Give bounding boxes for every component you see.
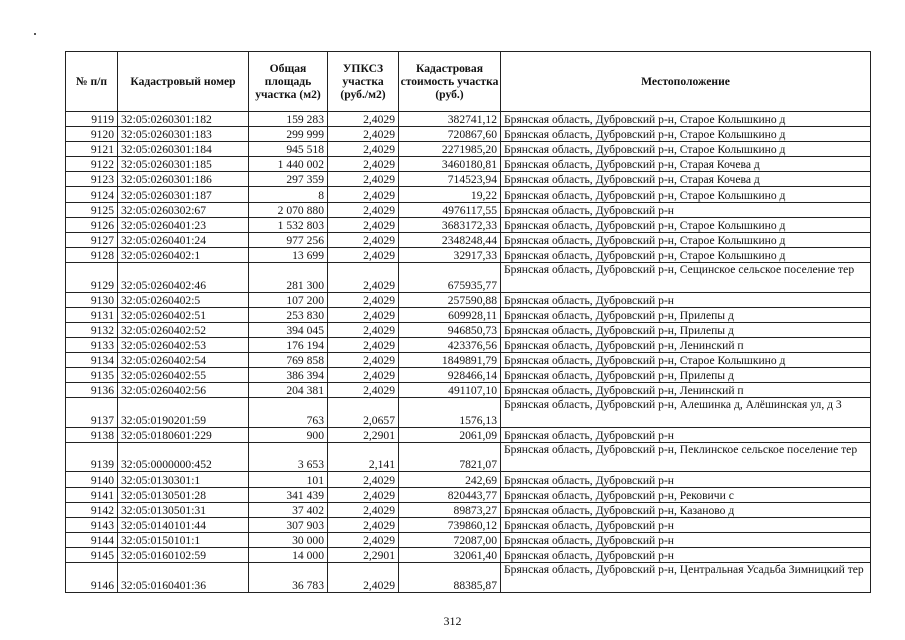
- cell-index: 9131: [66, 307, 118, 322]
- cell-cadastral-number: 32:05:0130501:28: [118, 487, 249, 502]
- cell-cadastral-value: 820443,77: [399, 487, 501, 502]
- cell-cadastral-number: 32:05:0260402:46: [118, 262, 249, 292]
- cell-area: 763: [249, 398, 328, 428]
- cell-location: Брянская область, Дубровский р-н: [501, 427, 871, 442]
- cell-cadastral-value: 88385,87: [399, 563, 501, 593]
- cell-location: Брянская область, Дубровский р-н: [501, 517, 871, 532]
- cell-area: 176 194: [249, 337, 328, 352]
- cell-index: 9127: [66, 232, 118, 247]
- table-row: [66, 547, 871, 562]
- cell-upksz: 2,141: [328, 442, 399, 472]
- cell-cadastral-value: 2348248,44: [399, 232, 501, 247]
- cell-cadastral-number: 32:05:0260301:183: [118, 127, 249, 142]
- cell-area: 977 256: [249, 232, 328, 247]
- cell-cadastral-number: 32:05:0160401:36: [118, 563, 249, 593]
- cell-location: Брянская область, Дубровский р-н, Старое Колышкино д: [501, 232, 871, 247]
- cell-index: 9142: [66, 502, 118, 517]
- table-row: [66, 337, 871, 352]
- cell-cadastral-value: 946850,73: [399, 322, 501, 337]
- table-row: [66, 398, 871, 428]
- cell-area: 281 300: [249, 262, 328, 292]
- cell-location: Брянская область, Дубровский р-н, Старое Колышкино д: [501, 112, 871, 127]
- cell-upksz: 2,4029: [328, 337, 399, 352]
- cell-index: 9128: [66, 247, 118, 262]
- cell-cadastral-number: 32:05:0000000:452: [118, 442, 249, 472]
- cell-cadastral-number: 32:05:0260401:24: [118, 232, 249, 247]
- table-row: [66, 352, 871, 367]
- cell-upksz: 2,4029: [328, 232, 399, 247]
- table-row: [66, 292, 871, 307]
- cell-area: 253 830: [249, 307, 328, 322]
- cell-cadastral-value: 242,69: [399, 472, 501, 487]
- cell-index: 9145: [66, 547, 118, 562]
- cell-location: Брянская область, Дубровский р-н, Старое Колышкино д: [501, 142, 871, 157]
- table-row: [66, 563, 871, 593]
- table-row: [66, 157, 871, 172]
- cell-cadastral-number: 32:05:0150101:1: [118, 532, 249, 547]
- cell-cadastral-value: 2061,09: [399, 427, 501, 442]
- cell-upksz: 2,0657: [328, 398, 399, 428]
- cell-location: Брянская область, Дубровский р-н, Старое Колышкино д: [501, 127, 871, 142]
- cell-cadastral-number: 32:05:0160102:59: [118, 547, 249, 562]
- cell-index: 9136: [66, 383, 118, 398]
- cell-upksz: 2,4029: [328, 202, 399, 217]
- cell-index: 9122: [66, 157, 118, 172]
- cell-upksz: 2,4029: [328, 563, 399, 593]
- cell-cadastral-value: 257590,88: [399, 292, 501, 307]
- cell-index: 9143: [66, 517, 118, 532]
- table-row: [66, 427, 871, 442]
- table-row: [66, 172, 871, 187]
- cell-area: 101: [249, 472, 328, 487]
- table-row: [66, 442, 871, 472]
- cell-upksz: 2,4029: [328, 262, 399, 292]
- table-row: [66, 112, 871, 127]
- cell-area: 159 283: [249, 112, 328, 127]
- cell-index: 9129: [66, 262, 118, 292]
- cell-cadastral-value: 739860,12: [399, 517, 501, 532]
- cell-upksz: 2,4029: [328, 187, 399, 202]
- cell-area: 341 439: [249, 487, 328, 502]
- cell-cadastral-number: 32:05:0260402:54: [118, 352, 249, 367]
- cell-location: Брянская область, Дубровский р-н, Ленинский п: [501, 383, 871, 398]
- cell-upksz: 2,4029: [328, 217, 399, 232]
- cell-area: 386 394: [249, 368, 328, 383]
- cell-location: Брянская область, Дубровский р-н, Старое Колышкино д: [501, 187, 871, 202]
- table-row: [66, 487, 871, 502]
- cell-cadastral-number: 32:05:0260402:55: [118, 368, 249, 383]
- cadastral-table: [65, 51, 871, 593]
- cell-cadastral-number: 32:05:0260402:52: [118, 322, 249, 337]
- cell-cadastral-number: 32:05:0260301:185: [118, 157, 249, 172]
- cell-index: 9132: [66, 322, 118, 337]
- cell-index: 9123: [66, 172, 118, 187]
- cell-cadastral-value: 423376,56: [399, 337, 501, 352]
- cell-upksz: 2,4029: [328, 247, 399, 262]
- cell-cadastral-number: 32:05:0130501:31: [118, 502, 249, 517]
- table-row: [66, 383, 871, 398]
- cell-index: 9138: [66, 427, 118, 442]
- cell-location: Брянская область, Дубровский р-н: [501, 547, 871, 562]
- cell-location: Брянская область, Дубровский р-н, Старая Кочева д: [501, 172, 871, 187]
- cell-cadastral-number: 32:05:0260401:23: [118, 217, 249, 232]
- cell-area: 945 518: [249, 142, 328, 157]
- cell-cadastral-value: 609928,11: [399, 307, 501, 322]
- cell-area: 1 440 002: [249, 157, 328, 172]
- header-cadastral-value: Кадастровая стоимость участка (руб.): [399, 52, 501, 112]
- page-number: 312: [443, 614, 462, 628]
- table-row: [66, 127, 871, 142]
- cell-cadastral-number: 32:05:0260402:53: [118, 337, 249, 352]
- cell-upksz: 2,4029: [328, 383, 399, 398]
- cell-area: 1 532 803: [249, 217, 328, 232]
- cell-upksz: 2,4029: [328, 472, 399, 487]
- cell-cadastral-number: 32:05:0190201:59: [118, 398, 249, 428]
- table-row: [66, 187, 871, 202]
- cell-upksz: 2,4029: [328, 142, 399, 157]
- cell-location: Брянская область, Дубровский р-н, Рековичи с: [501, 487, 871, 502]
- table-row: [66, 217, 871, 232]
- cell-cadastral-number: 32:05:0130301:1: [118, 472, 249, 487]
- cell-cadastral-value: 2271985,20: [399, 142, 501, 157]
- cell-upksz: 2,2901: [328, 427, 399, 442]
- cell-cadastral-number: 32:05:0260302:67: [118, 202, 249, 217]
- cell-index: 9121: [66, 142, 118, 157]
- cell-upksz: 2,4029: [328, 322, 399, 337]
- cell-index: 9135: [66, 368, 118, 383]
- cell-index: 9139: [66, 442, 118, 472]
- cell-upksz: 2,4029: [328, 112, 399, 127]
- cell-area: 900: [249, 427, 328, 442]
- cell-cadastral-value: 19,22: [399, 187, 501, 202]
- cell-area: 14 000: [249, 547, 328, 562]
- cell-location: Брянская область, Дубровский р-н, Сещинское сельское поселение тер: [501, 262, 871, 292]
- cell-cadastral-value: 928466,14: [399, 368, 501, 383]
- header-cadastral-number: Кадастровый номер: [118, 52, 249, 112]
- cell-location: Брянская область, Дубровский р-н, Пеклинское сельское поселение тер: [501, 442, 871, 472]
- table-row: [66, 517, 871, 532]
- cell-cadastral-number: 32:05:0260301:184: [118, 142, 249, 157]
- cell-cadastral-value: 32061,40: [399, 547, 501, 562]
- cell-cadastral-number: 32:05:0260301:187: [118, 187, 249, 202]
- cell-cadastral-value: 720867,60: [399, 127, 501, 142]
- header-location: Местоположение: [501, 52, 871, 112]
- header-area: Общая площадь участка (м2): [249, 52, 328, 112]
- cell-cadastral-value: 72087,00: [399, 532, 501, 547]
- table-row: [66, 472, 871, 487]
- header-upksz: УПКСЗ участка (руб./м2): [328, 52, 399, 112]
- cell-location: Брянская область, Дубровский р-н: [501, 292, 871, 307]
- cell-area: 30 000: [249, 532, 328, 547]
- cell-area: 13 699: [249, 247, 328, 262]
- table-row: [66, 262, 871, 292]
- cell-upksz: 2,4029: [328, 307, 399, 322]
- cell-index: 9125: [66, 202, 118, 217]
- cell-area: 307 903: [249, 517, 328, 532]
- cell-location: Брянская область, Дубровский р-н, Старая Кочева д: [501, 157, 871, 172]
- header-index: № п/п: [66, 52, 118, 112]
- cell-upksz: 2,4029: [328, 487, 399, 502]
- cell-location: Брянская область, Дубровский р-н, Центральная Усадьба Зимницкий тер: [501, 563, 871, 593]
- cell-location: Брянская область, Дубровский р-н: [501, 472, 871, 487]
- cell-index: 9119: [66, 112, 118, 127]
- cell-area: 3 653: [249, 442, 328, 472]
- cell-index: 9134: [66, 352, 118, 367]
- cell-upksz: 2,4029: [328, 127, 399, 142]
- cell-cadastral-value: 714523,94: [399, 172, 501, 187]
- table-row: [66, 247, 871, 262]
- cell-area: 297 359: [249, 172, 328, 187]
- cell-location: Брянская область, Дубровский р-н, Прилепы д: [501, 368, 871, 383]
- cell-index: 9130: [66, 292, 118, 307]
- cell-cadastral-value: 3460180,81: [399, 157, 501, 172]
- cell-area: 299 999: [249, 127, 328, 142]
- table-header-row: [66, 52, 871, 112]
- cell-location: Брянская область, Дубровский р-н, Старое Колышкино д: [501, 247, 871, 262]
- cell-index: 9120: [66, 127, 118, 142]
- table-row: [66, 502, 871, 517]
- cell-upksz: 2,4029: [328, 517, 399, 532]
- cell-cadastral-value: 89873,27: [399, 502, 501, 517]
- table-row: [66, 322, 871, 337]
- cell-location: Брянская область, Дубровский р-н, Казаново д: [501, 502, 871, 517]
- cell-cadastral-number: 32:05:0180601:229: [118, 427, 249, 442]
- table-row: [66, 368, 871, 383]
- cell-location: Брянская область, Дубровский р-н: [501, 532, 871, 547]
- cell-cadastral-value: 675935,77: [399, 262, 501, 292]
- cell-upksz: 2,4029: [328, 502, 399, 517]
- cell-location: Брянская область, Дубровский р-н, Прилепы д: [501, 307, 871, 322]
- cell-location: Брянская область, Дубровский р-н, Ленинский п: [501, 337, 871, 352]
- cell-cadastral-value: 3683172,33: [399, 217, 501, 232]
- cell-upksz: 2,4029: [328, 352, 399, 367]
- cell-area: 8: [249, 187, 328, 202]
- cell-index: 9137: [66, 398, 118, 428]
- cell-cadastral-number: 32:05:0260402:56: [118, 383, 249, 398]
- cell-cadastral-value: 1576,13: [399, 398, 501, 428]
- cell-cadastral-value: 491107,10: [399, 383, 501, 398]
- cell-cadastral-value: 7821,07: [399, 442, 501, 472]
- table-row: [66, 532, 871, 547]
- cell-area: 769 858: [249, 352, 328, 367]
- cell-upksz: 2,4029: [328, 292, 399, 307]
- cell-cadastral-number: 32:05:0260301:186: [118, 172, 249, 187]
- cell-cadastral-value: 4976117,55: [399, 202, 501, 217]
- cell-area: 394 045: [249, 322, 328, 337]
- cell-cadastral-number: 32:05:0260402:51: [118, 307, 249, 322]
- table-row: [66, 142, 871, 157]
- table-row: [66, 202, 871, 217]
- table-row: [66, 307, 871, 322]
- cell-upksz: 2,2901: [328, 547, 399, 562]
- cell-index: 9144: [66, 532, 118, 547]
- cell-index: 9146: [66, 563, 118, 593]
- cell-cadastral-value: 382741,12: [399, 112, 501, 127]
- cell-upksz: 2,4029: [328, 532, 399, 547]
- cell-area: 2 070 880: [249, 202, 328, 217]
- cell-cadastral-value: 1849891,79: [399, 352, 501, 367]
- cell-index: 9141: [66, 487, 118, 502]
- cell-upksz: 2,4029: [328, 157, 399, 172]
- cell-cadastral-value: 32917,33: [399, 247, 501, 262]
- cell-cadastral-number: 32:05:0260402:5: [118, 292, 249, 307]
- cell-index: 9124: [66, 187, 118, 202]
- cell-upksz: 2,4029: [328, 368, 399, 383]
- scan-dot: [34, 33, 36, 35]
- cell-cadastral-number: 32:05:0260402:1: [118, 247, 249, 262]
- cell-area: 204 381: [249, 383, 328, 398]
- cell-location: Брянская область, Дубровский р-н, Старое Колышкино д: [501, 352, 871, 367]
- cell-location: Брянская область, Дубровский р-н: [501, 202, 871, 217]
- cell-cadastral-number: 32:05:0260301:182: [118, 112, 249, 127]
- cell-area: 36 783: [249, 563, 328, 593]
- cell-index: 9140: [66, 472, 118, 487]
- cell-area: 107 200: [249, 292, 328, 307]
- cell-location: Брянская область, Дубровский р-н, Алешинка д, Алёшинская ул, д 3: [501, 398, 871, 428]
- cell-upksz: 2,4029: [328, 172, 399, 187]
- cell-index: 9133: [66, 337, 118, 352]
- cell-location: Брянская область, Дубровский р-н, Прилепы д: [501, 322, 871, 337]
- table-row: [66, 232, 871, 247]
- cell-location: Брянская область, Дубровский р-н, Старое Колышкино д: [501, 217, 871, 232]
- cell-cadastral-number: 32:05:0140101:44: [118, 517, 249, 532]
- cell-area: 37 402: [249, 502, 328, 517]
- cell-index: 9126: [66, 217, 118, 232]
